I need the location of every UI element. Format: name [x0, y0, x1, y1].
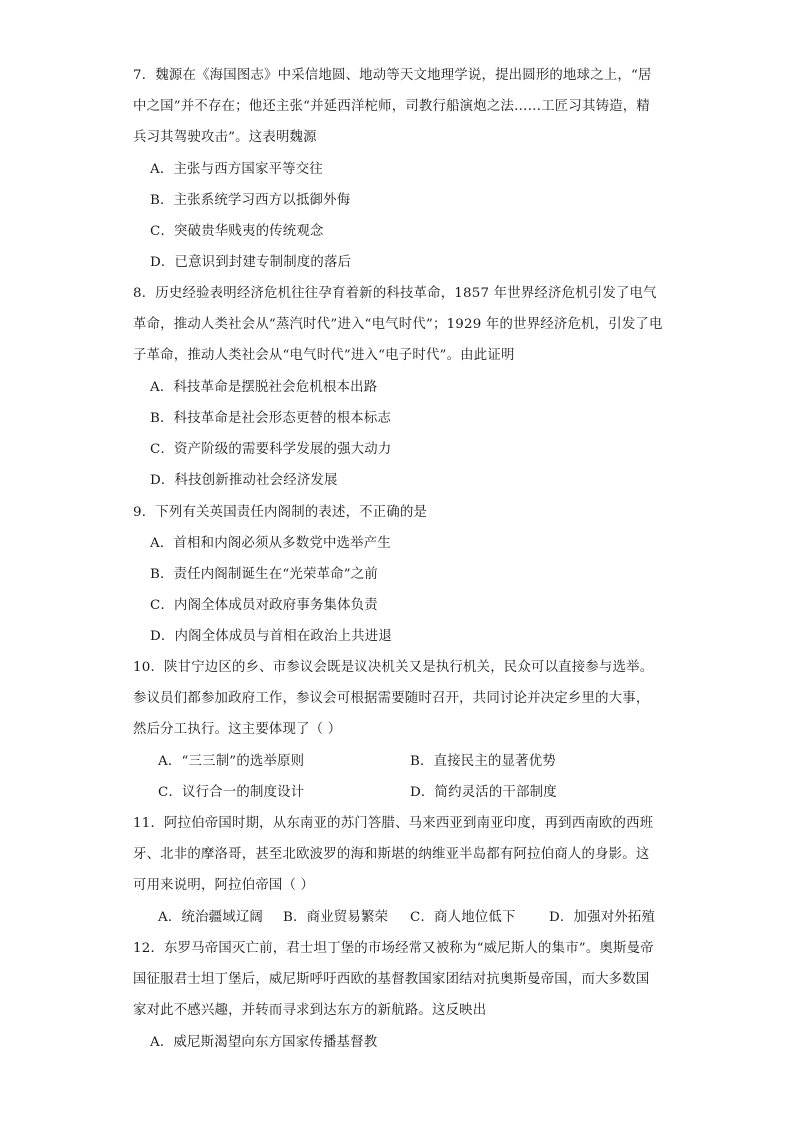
- question-12-line-1: 12．东罗马帝国灭亡前，君士坦丁堡的市场经常又被称为“威尼斯人的集市”。奥斯曼帝: [133, 941, 654, 956]
- question-11-line-3: 可用来说明，阿拉伯帝国（ ）: [133, 878, 315, 893]
- question-9-option-b[interactable]: B．责任内阁制诞生在“光荣革命”之前: [150, 567, 378, 582]
- question-12-line-3: 家对此不感兴趣，并转而寻求到达东方的新航路。这反映出: [133, 1003, 487, 1018]
- question-7-line-2: 中之国”并不存在；他还主张“并延西洋柁师，司教行船演炮之法……工匠习其铸造，精: [133, 99, 650, 114]
- question-7-option-b[interactable]: B．主张系统学习西方以抵御外侮: [150, 193, 351, 208]
- question-10-option-a[interactable]: A．“三三制”的选举原则: [158, 754, 305, 769]
- question-7-option-d[interactable]: D．已意识到封建专制制度的落后: [150, 255, 352, 270]
- question-8-option-d[interactable]: D．科技创新推动社会经济发展: [150, 473, 338, 488]
- question-7-option-c[interactable]: C．突破贵华贱夷的传统观念: [150, 224, 324, 239]
- question-10-line-1: 10．陕甘宁边区的乡、市参议会既是议决机关又是执行机关，民众可以直接参与选举。: [133, 660, 654, 675]
- question-10-option-d[interactable]: D．简约灵活的干部制度: [410, 785, 557, 800]
- question-8-line-2: 革命，推动人类社会从“蒸汽时代”进入“电气时代”；1929 年的世界经济危机，引发了电: [133, 317, 663, 332]
- question-12-line-2: 国征服君士坦丁堡后，威尼斯呼吁西欧的基督教国家团结对抗奥斯曼帝国，而大多数国: [133, 972, 650, 987]
- question-8-stem: [133, 278, 673, 371]
- question-10-option-b[interactable]: B．直接民主的显著优势: [410, 754, 556, 769]
- question-7-option-a[interactable]: A．主张与西方国家平等交往: [150, 162, 323, 177]
- question-12-stem: [133, 933, 673, 1026]
- question-9-stem: [133, 497, 673, 528]
- question-11-option-b[interactable]: B．商业贸易繁荣: [283, 910, 389, 925]
- question-11-line-2: 牙、北非的摩洛哥，甚至北欧波罗的海和斯堪的纳维亚半岛都有阿拉伯商人的身影。这: [133, 847, 650, 862]
- question-11-option-d[interactable]: D．加强对外拓殖: [549, 910, 656, 925]
- question-11-option-a[interactable]: A．统治疆域辽阔: [158, 910, 264, 925]
- question-8-option-c[interactable]: C．资产阶级的需要科学发展的强大动力: [150, 442, 392, 457]
- question-9-line-1: 9．下列有关英国责任内阁制的表述，不正确的是: [133, 505, 428, 520]
- question-7-stem: [133, 60, 673, 153]
- question-7-line-1: 7．魏源在《海国图志》中采信地圆、地动等天文地理学说，提出圆形的地球之上，“居: [133, 68, 652, 83]
- question-8-line-1: 8．历史经验表明经济危机往往孕育着新的科技革命，1857 年世界经济危机引发了电气: [133, 286, 657, 301]
- question-8-line-3: 子革命，推动人类社会从“电气时代”进入“电子时代”。由此证明: [133, 348, 515, 363]
- question-10-option-c[interactable]: C．议行合一的制度设计: [158, 785, 305, 800]
- question-9-option-d[interactable]: D．内阁全体成员与首相在政治上共进退: [150, 629, 392, 644]
- question-9-option-a[interactable]: A．首相和内阁必须从多数党中选举产生: [150, 536, 391, 551]
- question-11-option-c[interactable]: C．商人地位低下: [410, 910, 516, 925]
- question-10-line-2: 参议员们都参加政府工作，参议会可根据需要随时召开，共同讨论并决定乡里的大事，: [133, 691, 650, 706]
- question-10-stem: [133, 652, 673, 745]
- question-11-stem: [133, 808, 673, 901]
- question-12-option-a[interactable]: A．威尼斯渴望向东方国家传播基督教: [150, 1035, 378, 1050]
- question-8-option-b[interactable]: B．科技革命是社会形态更替的根本标志: [150, 411, 392, 426]
- question-9-option-c[interactable]: C．内阁全体成员对政府事务集体负责: [150, 598, 378, 613]
- question-7-line-3: 兵习其驾驶攻击”。这表明魏源: [133, 130, 317, 145]
- question-8-option-a[interactable]: A．科技革命是摆脱社会危机根本出路: [150, 380, 378, 395]
- question-10-line-3: 然后分工执行。这主要体现了（ ）: [133, 722, 342, 737]
- question-11-line-1: 11．阿拉伯帝国时期，从东南亚的苏门答腊、马来西亚到南亚印度，再到西南欧的西班: [133, 816, 654, 831]
